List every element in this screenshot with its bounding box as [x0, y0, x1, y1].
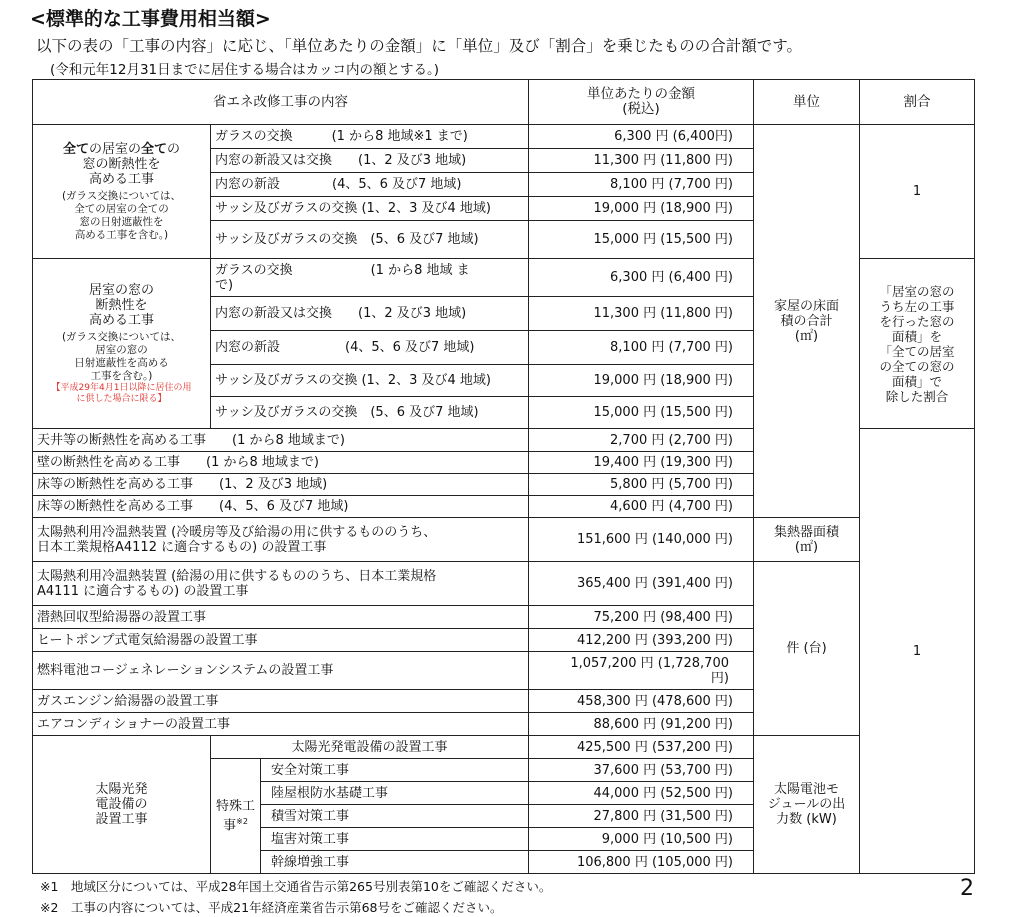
group1-item-1: ガラスの交換 (1 から8 地域※1 まで) [211, 125, 529, 149]
group1-title [33, 125, 211, 259]
pv-special-item-1: 安全対策工事 [261, 759, 529, 782]
pv-special-item-2: 陸屋根防水基礎工事 [261, 782, 529, 805]
insulation-amount-2: 19,400 円 (19,300 円) [529, 452, 754, 474]
pv-special-text: 特殊工事 [215, 798, 255, 834]
device-item-2: 潜熱回収型給湯器の設置工事 [33, 606, 529, 629]
group1-amount-3: 8,100 円 (7,700 円) [529, 173, 754, 197]
device-item-3: ヒートポンプ式電気給湯器の設置工事 [33, 629, 529, 652]
device-amount-2: 75,200 円 (98,400 円) [529, 606, 754, 629]
table-row [33, 736, 975, 759]
group2-amount-3: 8,100 円 (7,700 円) [529, 331, 754, 365]
group1-title-all-2: 全て [141, 141, 168, 157]
header-ratio: 割合 [860, 80, 975, 125]
group2-item-2: 内窓の新設又は交換 (1、2 及び3 地域) [211, 297, 529, 331]
solar-heat-a-unit: 集熱器面積 (㎡) [754, 518, 860, 562]
table-row [33, 562, 975, 606]
lead-text: 以下の表の「工事の内容」に応じ、「単位あたりの金額」に「単位」及び「割合」を乗じたものの合計額です。 [36, 37, 803, 55]
group1-item-2: 内窓の新設又は交換 (1、2 及び3 地域) [211, 149, 529, 173]
group2-title-text: 居室の窓の 断熱性を 高める工事 [88, 282, 154, 328]
group1-title-part2: の [167, 141, 181, 157]
table-row [33, 518, 975, 562]
footnote-1: ※1 地域区分については、平成28年国土交通省告示第265号別表第10をご確認ください。 [40, 879, 552, 894]
group2-amount-1: 6,300 円 (6,400 円) [529, 259, 754, 297]
solar-heat-a-item: 太陽熱利用冷温熱装置 (冷暖房等及び給湯の用に供するもののうち、 日本工業規格A4112 に適合するもの) の設置工事 [33, 518, 529, 562]
group1-item-5: サッシ及びガラスの交換 (5、6 及び7 地域) [211, 221, 529, 259]
insulation-amount-3: 5,800 円 (5,700 円) [529, 474, 754, 496]
device-item-6: エアコンディショナーの設置工事 [33, 713, 529, 736]
device-amount-3: 412,200 円 (393,200 円) [529, 629, 754, 652]
group2-note: (ガラス交換については、 居室の窓の 日射遮蔽性を高める 工事を含む。) [61, 330, 182, 382]
device-item-1: 太陽熱利用冷温熱装置 (給湯の用に供するもののうち、日本工業規格 A4111 に適合するもの) の設置工事 [33, 562, 529, 606]
pv-special-amount-2: 44,000 円 (52,500 円) [529, 782, 754, 805]
group1-title-part: の居室の [88, 141, 141, 157]
page-heading: <標準的な工事費用相当額> [30, 8, 271, 30]
header-amount-line1: 単位あたりの金額 [587, 86, 695, 102]
device-amount-6: 88,600 円 (91,200 円) [529, 713, 754, 736]
device-amount-4: 1,057,200 円 (1,728,700 円) [529, 652, 754, 690]
footnote-2: ※2 工事の内容については、平成21年経済産業省告示第68号をご確認ください。 [40, 900, 503, 915]
group2-item-3: 内窓の新設 (4、5、6 及び7 地域) [211, 331, 529, 365]
pv-main-item: 太陽光発電設備の設置工事 [211, 736, 529, 759]
table-row [33, 125, 975, 149]
page-number: 2 [960, 876, 974, 901]
group2-title [33, 259, 211, 429]
device-unit: 件 (台) [754, 562, 860, 736]
floor-area-unit: 家屋の床面 積の合計 (㎡) [754, 125, 860, 518]
pv-special-amount-3: 27,800 円 (31,500 円) [529, 805, 754, 828]
pv-special-item-3: 積雪対策工事 [261, 805, 529, 828]
group1-item-3: 内窓の新設 (4、5、6 及び7 地域) [211, 173, 529, 197]
group2-item-4: サッシ及びガラスの交換 (1、2、3 及び4 地域) [211, 365, 529, 397]
device-amount-5: 458,300 円 (478,600 円) [529, 690, 754, 713]
group2-ratio: 「居室の窓の うち左の工事 を行った窓の 面積」を 「全ての居室 の全ての窓の 面積」で 除した割合 [860, 259, 975, 429]
group1-amount-5: 15,000 円 (15,500 円) [529, 221, 754, 259]
pv-special-sup: ※2 [236, 816, 248, 826]
insulation-item-4: 床等の断熱性を高める工事 (4、5、6 及び7 地域) [33, 496, 529, 518]
group2-amount-4: 19,000 円 (18,900 円) [529, 365, 754, 397]
device-amount-1: 365,400 円 (391,400 円) [529, 562, 754, 606]
group1-amount-1: 6,300 円 (6,400円) [529, 125, 754, 149]
pv-special-amount-4: 9,000 円 (10,500 円) [529, 828, 754, 851]
header-unit: 単位 [754, 80, 860, 125]
header-row [33, 80, 975, 125]
group2-amount-5: 15,000 円 (15,500 円) [529, 397, 754, 429]
group1-title-rest: 窓の断熱性を 高める工事 [82, 156, 161, 187]
solar-heat-a-amount: 151,600 円 (140,000 円) [529, 518, 754, 562]
device-item-4: 燃料電池コージェネレーションシステムの設置工事 [33, 652, 529, 690]
group1-ratio: 1 [860, 125, 975, 259]
group2-item-5: サッシ及びガラスの交換 (5、6 及び7 地域) [211, 397, 529, 429]
lead-note: (令和元年12月31日までに居住する場合はカッコ内の額とする。) [50, 62, 440, 78]
group2-red-note: 【平成29年4月1日以降に居住の用 に供した場合に限る】 [51, 382, 192, 404]
pv-special-amount-1: 37,600 円 (53,700 円) [529, 759, 754, 782]
insulation-item-3: 床等の断熱性を高める工事 (1、2 及び3 地域) [33, 474, 529, 496]
pv-group-title: 太陽光発 電設備の 設置工事 [33, 736, 211, 874]
insulation-amount-1: 2,700 円 (2,700 円) [529, 429, 754, 452]
group1-item-4: サッシ及びガラスの交換 (1、2、3 及び4 地域) [211, 197, 529, 221]
group1-title-all-1: 全て [62, 141, 89, 157]
header-content: 省エネ改修工事の内容 [33, 80, 529, 125]
header-amount-line2: (税込) [622, 101, 660, 117]
header-amount [529, 80, 754, 125]
pv-trunk-amount: 106,800 円 (105,000 円) [529, 851, 754, 874]
pv-main-amount: 425,500 円 (537,200 円) [529, 736, 754, 759]
group2-item-1: ガラスの交換 (1 から8 地域 ま で) [211, 259, 529, 297]
insulation-item-2: 壁の断熱性を高める工事 (1 から8 地域まで) [33, 452, 529, 474]
pv-unit: 太陽電池モ ジュールの出 力数 (kW) [754, 736, 860, 874]
device-item-5: ガスエンジン給湯器の設置工事 [33, 690, 529, 713]
insulation-item-1: 天井等の断熱性を高める工事 (1 から8 地域まで) [33, 429, 529, 452]
cost-table [32, 79, 975, 874]
insulation-amount-4: 4,600 円 (4,700 円) [529, 496, 754, 518]
pv-special-label [211, 759, 261, 874]
group1-note: (ガラス交換については、 全ての居室の全ての 窓の日射遮蔽性を 高める工事を含む。) [61, 189, 182, 241]
pv-special-item-4: 塩害対策工事 [261, 828, 529, 851]
group1-amount-4: 19,000 円 (18,900 円) [529, 197, 754, 221]
lower-ratio: 1 [860, 429, 975, 874]
group2-amount-2: 11,300 円 (11,800 円) [529, 297, 754, 331]
pv-trunk-item: 幹線増強工事 [261, 851, 529, 874]
group1-amount-2: 11,300 円 (11,800 円) [529, 149, 754, 173]
